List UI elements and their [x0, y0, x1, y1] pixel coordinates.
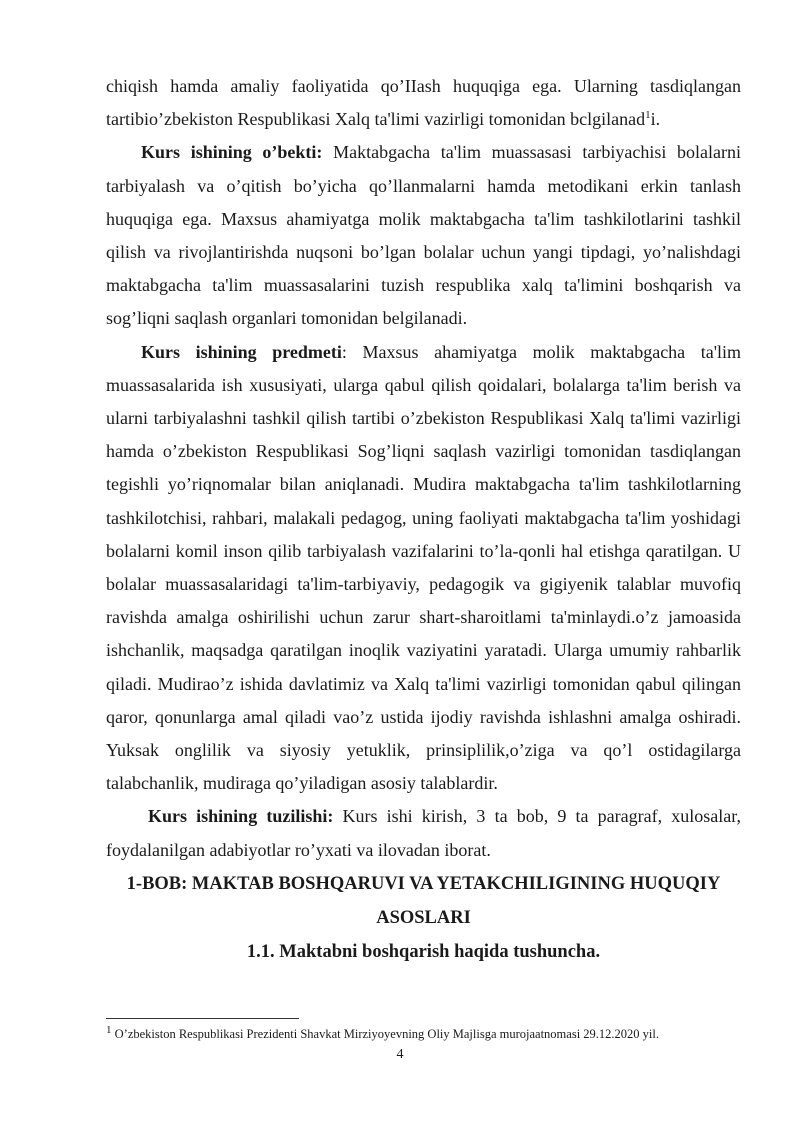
paragraph-label: Kurs ishining predmeti	[141, 341, 342, 362]
section-heading: 1.1. Maktabni boshqarish haqida tushuncha.	[246, 941, 601, 962]
footnote-text: O’zbekiston Respublikasi Prezidenti Shavkat Mirziyoyevning Oliy Majlisga murojaatnomasi 29.12.2020 yil.	[111, 1027, 659, 1041]
body-text	[106, 70, 741, 969]
paragraph-label: Kurs ishining o’bekti:	[141, 142, 323, 163]
paragraph-subject	[106, 336, 741, 801]
chapter-heading: 1-BOB: MAKTAB BOSHQARUVI VA YETAKCHILIGINING HUQUQIY ASOSLARI	[126, 873, 721, 928]
page-number: 4	[396, 1047, 404, 1062]
paragraph-continuation	[106, 70, 741, 136]
paragraph-text: Kurs ishi kirish, 3 ta bob, 9 ta paragraf, xulosalar, foydalanilgan adabiyotlar ro’yxati va ilovadan iborat.	[106, 806, 741, 860]
footnote-reference: 1	[645, 109, 651, 122]
paragraph-text: Maktabgacha ta'lim muassasasi tarbiyachisi bolalarni tarbiyalash va o’qitish bo’yicha qo’llanmalarni hamda metodikani erkin tanlash huquqiga ega. Maxsus ahamiyatga molik maktabgacha ta'lim tashkilotlarini tashkil qilish va rivojlantirishda nuqsoni bo’lgan bolalar uchun yangi tipdagi, yo’nalishdagi maktabgacha ta'lim muassasalarini tuzish respublika xalq ta'limini boshqarish va sog’liqni saqlash organlari tomonidan belgilanadi.	[106, 142, 741, 329]
paragraph-text: chiqish hamda amaliy faoliyatida qo’IIash huquqiga ega. Ularning tasdiqlangan tartibio’zbekiston Respublikasi Xalq ta'limi vazirligi tomonidan bclgilanad	[106, 76, 741, 130]
paragraph-object	[106, 136, 741, 335]
paragraph-structure	[106, 800, 741, 866]
footnote-separator	[106, 1018, 299, 1019]
footnote	[106, 1023, 746, 1042]
paragraph-text: : Maxsus ahamiyatga molik maktabgacha ta'lim muassasalarida ish xususiyati, ularga qabul qilish qoidalari, bolalarga ta'lim berish va ularni tarbiyalashni tashkil qilish tartibi o’zbekiston Respublikasi Xalq ta'limi vazirligi hamda o’zbekiston Respublikasi Sog’liqni saqlash vazirligi tomonidan tasdiqlangan tegishli yo’riqnomalar bilan aniqlanadi. Mudira maktabgacha ta'lim tashkilotlarning tashkilotchisi, rahbari, malakali pedagog, uning faoliyati maktabgacha ta'lim yoshidagi bolalarni komil inson qilib tarbiyalash vazifalarini to’la-qonli hal etishga qaratilgan. U bolalar muassasalaridagi ta'lim-tarbiyaviy, pedagogik va gigiyenik talablar muvofiq ravishda amalga oshirilishi uchun zarur shart-sharoitlami ta'minlaydi.o’z jamoasida ishchanlik, maqsadga qaratilgan inoqlik vaziyatini yaratadi. Ularga umumiy rahbarlik qiladi. Mudirao’z ishida davlatimiz va Xalq ta'limi vazirligi tomonidan qabul qilingan qaror, qonunlarga amal qiladi vao’z ustida ijodiy ravishda ishlashni amalga oshiradi. Yuksak onglilik va siyosiy yetuklik, prinsiplilik,o’ziga va qo’l ostidagilarga talabchanlik, mudiraga qo’yiladigan asosiy talablardir.	[106, 341, 742, 794]
footnote-marker: 1	[106, 1023, 112, 1036]
paragraph-text-end: i.	[650, 109, 661, 130]
paragraph-label: Kurs ishining tuzilishi:	[148, 806, 334, 827]
